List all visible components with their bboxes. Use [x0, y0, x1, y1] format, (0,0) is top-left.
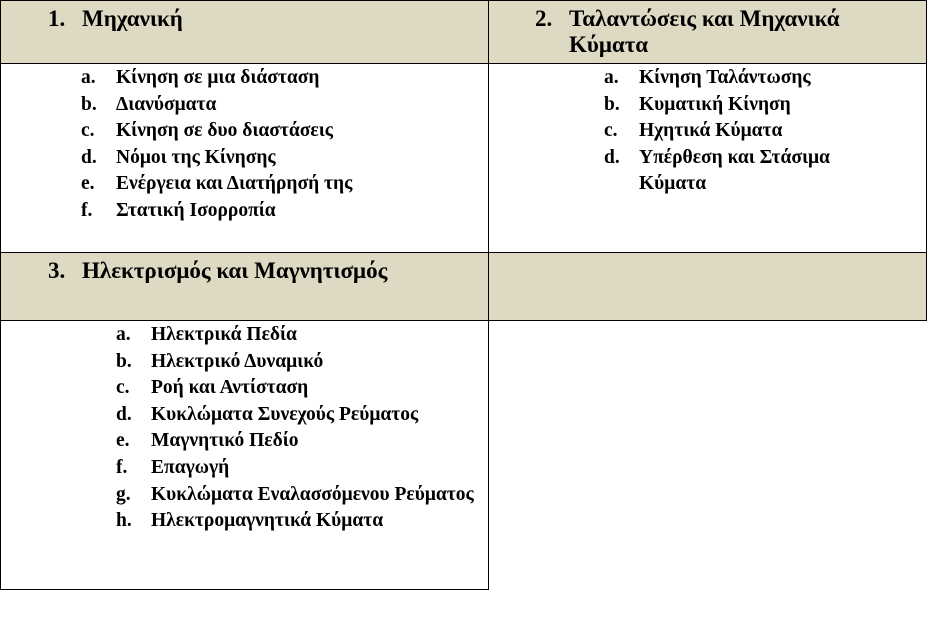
- section-3-number: 3.: [48, 258, 66, 283]
- topic-item: [116, 428, 476, 455]
- topic-item: [604, 92, 884, 119]
- topic-item: [81, 171, 476, 198]
- section-3-body: [0, 320, 489, 590]
- topic-marker: d.: [116, 403, 132, 425]
- topic-marker: a.: [116, 324, 131, 345]
- section-1-body: [0, 63, 489, 253]
- section-3-topic-list: [116, 322, 476, 535]
- topic-item: [81, 118, 476, 145]
- topic-text: Ενέργεια και Διατήρησή της: [116, 173, 353, 195]
- topic-text: Ηχητικά Κύματα: [639, 120, 783, 142]
- topic-text: Κυματική Κίνηση: [639, 93, 791, 115]
- topic-marker: d.: [604, 146, 620, 168]
- section-2-title: Ταλαντώσεις και Μηχανικά Κύματα: [569, 6, 840, 57]
- section-1-topic-list: [81, 65, 476, 225]
- topic-item: [116, 508, 476, 535]
- section-1-number: 1.: [48, 6, 66, 31]
- topic-item: [116, 322, 476, 349]
- topic-text: Ροή και Αντίσταση: [151, 377, 309, 399]
- topic-marker: c.: [81, 120, 95, 142]
- topic-text: Κίνηση σε μια διάσταση: [116, 67, 320, 88]
- topic-marker: f.: [116, 456, 128, 478]
- topic-item: [604, 145, 884, 198]
- section-1-title: Μηχανική: [82, 6, 183, 31]
- topic-text: Στατική Ισορροπία: [116, 199, 276, 221]
- topic-item: [81, 145, 476, 172]
- topic-text: Διανύσματα: [116, 93, 217, 115]
- topic-text: Ηλεκτρομαγνητικά Κύματα: [151, 510, 384, 532]
- topic-text: Ηλεκτρικό Δυναμικό: [151, 350, 324, 372]
- topic-text: Επαγωγή: [151, 456, 230, 478]
- topic-item: [604, 118, 884, 145]
- topic-text: Ηλεκτρικά Πεδία: [151, 324, 297, 345]
- topic-text: Υπέρθεση και Στάσιμα Κύματα: [639, 146, 830, 195]
- section-3-header: [0, 252, 489, 321]
- topic-text: Κυκλώματα Συνεχούς Ρεύματος: [151, 403, 419, 425]
- section-2-topic-list: [604, 65, 884, 198]
- topic-marker: g.: [116, 483, 131, 505]
- topic-marker: c.: [116, 377, 130, 399]
- topic-marker: f.: [81, 199, 93, 221]
- topic-item: [116, 402, 476, 429]
- topic-item: [81, 65, 476, 92]
- topic-marker: e.: [116, 430, 130, 452]
- topic-text: Κίνηση σε δυο διαστάσεις: [116, 120, 333, 142]
- topic-item: [604, 65, 884, 92]
- section-1-header: [0, 0, 489, 64]
- topic-marker: b.: [81, 93, 97, 115]
- topic-text: Κυκλώματα Εναλασσόμενου Ρεύματος: [151, 483, 474, 505]
- topic-item: [81, 92, 476, 119]
- topic-marker: a.: [81, 67, 96, 88]
- topic-item: [81, 198, 476, 225]
- topic-marker: a.: [604, 67, 619, 88]
- topic-marker: h.: [116, 510, 132, 532]
- section-2-body: [488, 63, 927, 253]
- topic-item: [116, 375, 476, 402]
- section-2-header: [488, 0, 927, 64]
- topic-marker: c.: [604, 120, 618, 142]
- empty-header-cell: [488, 252, 927, 321]
- topic-marker: e.: [81, 173, 95, 195]
- section-3-title: Ηλεκτρισμός και Μαγνητισμός: [82, 258, 388, 283]
- topic-text: Νόμοι της Κίνησης: [116, 146, 276, 168]
- topic-item: [116, 349, 476, 376]
- topic-text: Μαγνητικό Πεδίο: [151, 430, 299, 452]
- topic-marker: b.: [116, 350, 132, 372]
- topic-item: [116, 482, 476, 509]
- topic-item: [116, 455, 476, 482]
- topic-text: Κίνηση Ταλάντωσης: [639, 67, 811, 88]
- topic-marker: d.: [81, 146, 97, 168]
- topic-marker: b.: [604, 93, 620, 115]
- section-2-number: 2.: [535, 6, 553, 31]
